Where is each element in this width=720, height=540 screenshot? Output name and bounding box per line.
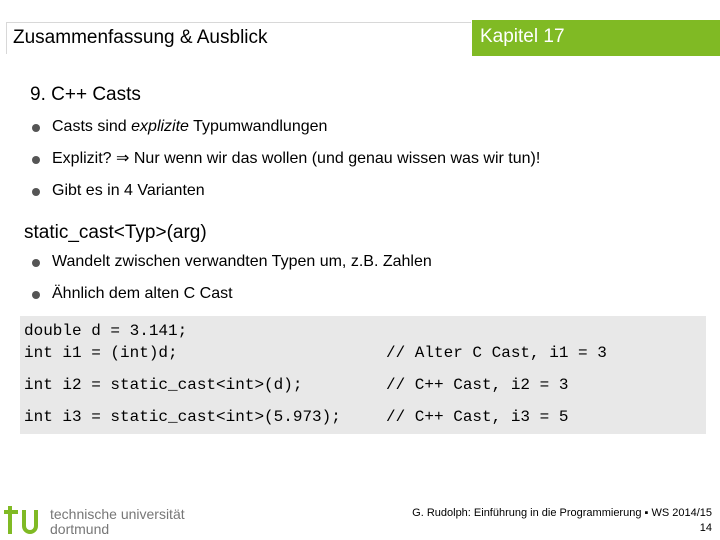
bullet-item bbox=[30, 181, 540, 213]
section-title: 9. C++ Casts bbox=[30, 84, 141, 105]
bullet-item bbox=[30, 117, 540, 149]
header-title: Zusammenfassung & Ausblick bbox=[13, 27, 268, 48]
bullet-dot-icon bbox=[32, 156, 40, 164]
code-line: int i2 = static_cast<int>(d); bbox=[24, 376, 303, 394]
bullet-text: Ähnlich dem alten C Cast bbox=[52, 285, 233, 302]
chapter-label: Kapitel 17 bbox=[480, 26, 565, 47]
header-title-bar bbox=[6, 22, 471, 54]
code-line: int i3 = static_cast<int>(5.973); bbox=[24, 408, 341, 426]
bullet-dot-icon bbox=[32, 124, 40, 132]
slide-header bbox=[0, 0, 720, 62]
code-line: int i1 = (int)d; bbox=[24, 344, 178, 362]
bullet-text: Explizit? ⇒ Nur wenn wir das wollen (und genau wissen was wir tun)! bbox=[52, 150, 541, 167]
bullet-suffix: Typumwandlungen bbox=[188, 118, 328, 135]
code-comment: // C++ Cast, i3 = 5 bbox=[386, 408, 569, 426]
logo-text-line1: technische universität bbox=[50, 506, 185, 522]
bullet-dot-icon bbox=[32, 188, 40, 196]
bullet-emphasis: explizite bbox=[131, 118, 189, 135]
intro-bullet-list bbox=[30, 117, 540, 213]
bullet-text: Gibt es in 4 Varianten bbox=[52, 182, 205, 199]
bullet-dot-icon bbox=[32, 259, 40, 267]
code-comment: // C++ Cast, i2 = 3 bbox=[386, 376, 569, 394]
static-cast-bullet-list bbox=[30, 252, 432, 316]
code-block bbox=[20, 316, 706, 434]
tu-dortmund-logo bbox=[4, 502, 204, 538]
bullet-item bbox=[30, 149, 540, 181]
static-cast-heading: static_cast<Typ>(arg) bbox=[24, 222, 207, 243]
bullet-dot-icon bbox=[32, 291, 40, 299]
footer-credit-text: G. Rudolph: Einführung in die Programmierung ▪ WS 2014/15 bbox=[412, 507, 712, 519]
bullet-item bbox=[30, 284, 432, 316]
code-comment: // Alter C Cast, i1 = 3 bbox=[386, 344, 607, 362]
logo-text-line2: dortmund bbox=[50, 521, 110, 537]
chapter-bar bbox=[472, 20, 720, 56]
code-line: double d = 3.141; bbox=[24, 322, 188, 340]
bullet-prefix: Casts sind bbox=[52, 118, 132, 135]
bullet-item bbox=[30, 252, 432, 284]
page-number: 14 bbox=[699, 522, 712, 534]
footer-credit bbox=[412, 506, 712, 536]
tu-logo-icon bbox=[4, 502, 44, 538]
bullet-text: Wandelt zwischen verwandten Typen um, z.B. Zahlen bbox=[52, 253, 432, 270]
